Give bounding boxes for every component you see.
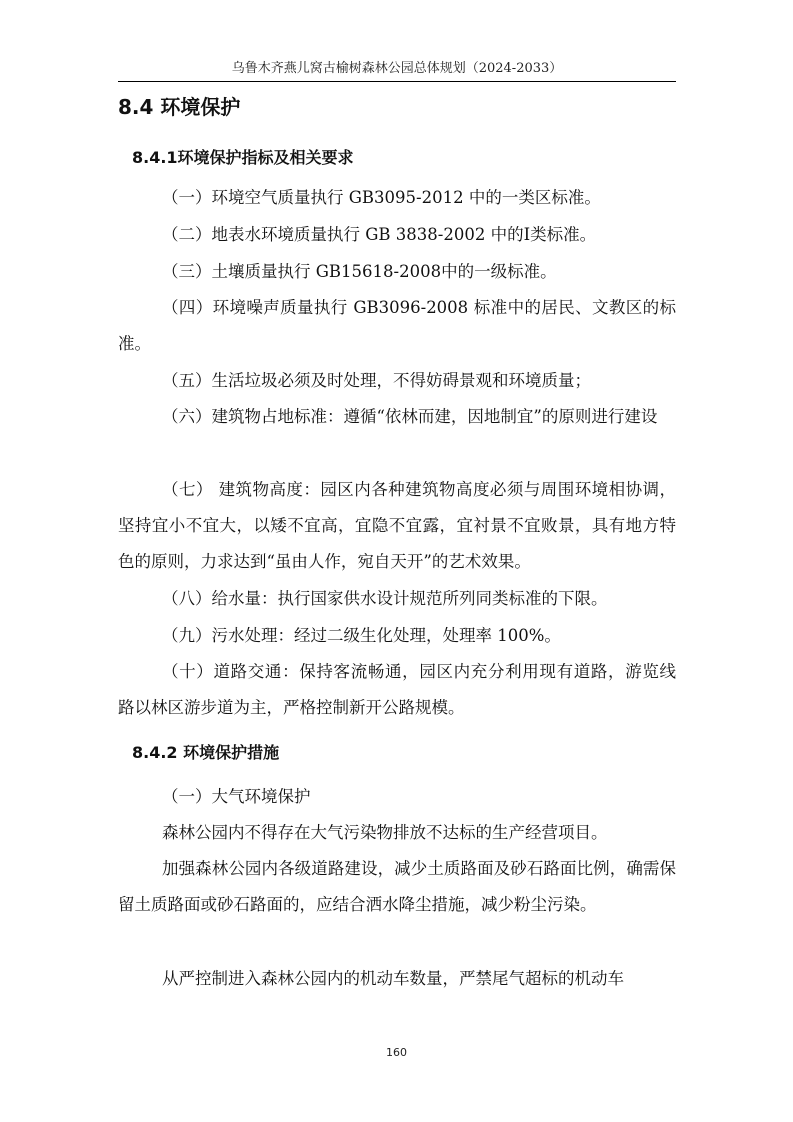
paragraph: （二）地表水环境质量执行 GB 3838-2002 中的Ⅰ类标准。 xyxy=(162,225,597,244)
paragraph: （七） 建筑物高度：园区内各种建筑物高度必须与周围环境相协调，坚持宜小不宜大，以矮不宜高，宜隐不宜露，宜衬景不宜败景，具有地方特色的原则，力求达到“虽由人作，宛自天开”的艺术效果。 xyxy=(118,480,676,571)
paragraph: 加强森林公园内各级道路建设，减少土质路面及砂石路面比例，确需保留土质路面或砂石路面的，应结合洒水降尘措施，减少粉尘污染。 xyxy=(118,859,676,914)
subsection-heading-8-4-2: 8.4.2 环境保护措施 xyxy=(132,743,280,762)
paragraph: （八）给水量：执行国家供水设计规范所列同类标准的下限。 xyxy=(162,589,608,608)
section-heading: 8.4 环境保护 xyxy=(118,95,241,119)
paragraph: （五）生活垃圾必须及时处理，不得妨碍景观和环境质量； xyxy=(162,371,591,390)
page-number: 160 xyxy=(386,1046,407,1059)
paragraph: 从严控制进入森林公园内的机动车数量，严禁尾气超标的机动车 xyxy=(162,969,624,988)
paragraph: 森林公园内不得存在大气污染物排放不达标的生产经营项目。 xyxy=(162,823,608,842)
paragraph: （一）环境空气质量执行 GB3095-2012 中的一类区标准。 xyxy=(162,188,601,207)
paragraph: （六）建筑物占地标准：遵循“依林而建，因地制宜”的原则进行建设 xyxy=(162,407,658,426)
paragraph: （三）土壤质量执行 GB15618-2008中的一级标准。 xyxy=(162,262,557,281)
header-divider xyxy=(118,81,676,82)
paragraph: （十）道路交通：保持客流畅通，园区内充分利用现有道路，游览线 路以林区游步道为主，严格控制新开公路规模。 xyxy=(118,662,676,717)
paragraph: （四）环境噪声质量执行 GB3096-2008 标准中的居民、文教区的标准。 xyxy=(118,298,676,353)
paragraph: （九）污水处理：经过二级生化处理，处理率 100%。 xyxy=(162,626,561,645)
subsection-heading-8-4-1: 8.4.1环境保护指标及相关要求 xyxy=(132,148,354,167)
paragraph: （一）大气环境保护 xyxy=(162,787,311,806)
running-header: 乌鲁木齐燕儿窝古榆树森林公园总体规划（2024-2033） xyxy=(231,61,563,76)
